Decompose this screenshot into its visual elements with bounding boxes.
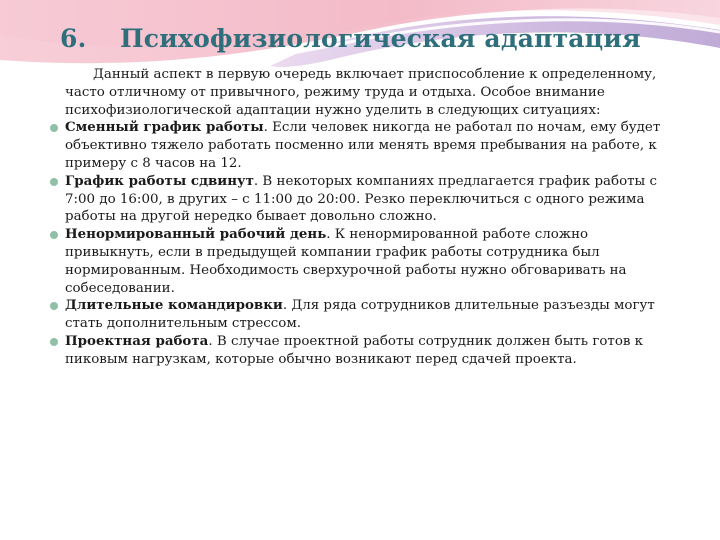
title-text: Психофизиологическая адаптация [120, 24, 641, 53]
list-item [50, 173, 675, 226]
item-term: Проектная работа [65, 332, 209, 349]
item-term: Сменный график работы [65, 119, 264, 136]
item-term: Длительные командировки [65, 297, 283, 314]
bullet-dot-icon [50, 231, 58, 239]
bullet-dot-icon [50, 178, 58, 186]
intro-paragraph: Данный аспект в первую очередь включает приспособление к определенному, часто отличному от привычного, режиму труда и отдыха. Особое внимание психофизиологической адаптации нужно уделить в следующих ситуациях: [65, 67, 657, 118]
slide-title [60, 24, 710, 64]
list-item [50, 119, 675, 172]
item-text: . К ненормированной работе сложно привыкнуть, если в предыдущей компании график работы сотрудника был нормированным. Необходимость сверхурочной работы нужно обговаривать на собеседовании. [65, 227, 627, 296]
item-text: . В некоторых компаниях предлагается график работы с 7:00 до 16:00, в других – с 11:00 до 20:00. Резко переключиться с одного режима работы на другой нередко бывает довольно сложно. [65, 173, 657, 225]
bullet-dot-icon [50, 124, 58, 132]
list-item [50, 333, 675, 369]
list-item [50, 297, 675, 333]
title-number: 6. [60, 24, 87, 53]
item-text: . Для ряда сотрудников длительные разъезды могут стать дополнительным стрессом. [65, 298, 655, 332]
bullet-dot-icon [50, 302, 58, 310]
item-text: . Если человек никогда не работал по ночам, ему будет объективно тяжело работать посменно или менять время пребывания на работе, к примеру с 8 часов на 12. [65, 120, 661, 171]
situations-list [50, 119, 675, 368]
bullet-dot-icon [50, 338, 58, 346]
slide-body [50, 66, 675, 369]
list-item [50, 226, 675, 297]
item-term: График работы сдвинут [65, 172, 254, 189]
item-term: Ненормированный рабочий день [65, 226, 327, 243]
item-text: . В случае проектной работы сотрудник должен быть готов к пиковым нагрузкам, которые обычно возникают перед сдачей проекта. [65, 333, 644, 367]
